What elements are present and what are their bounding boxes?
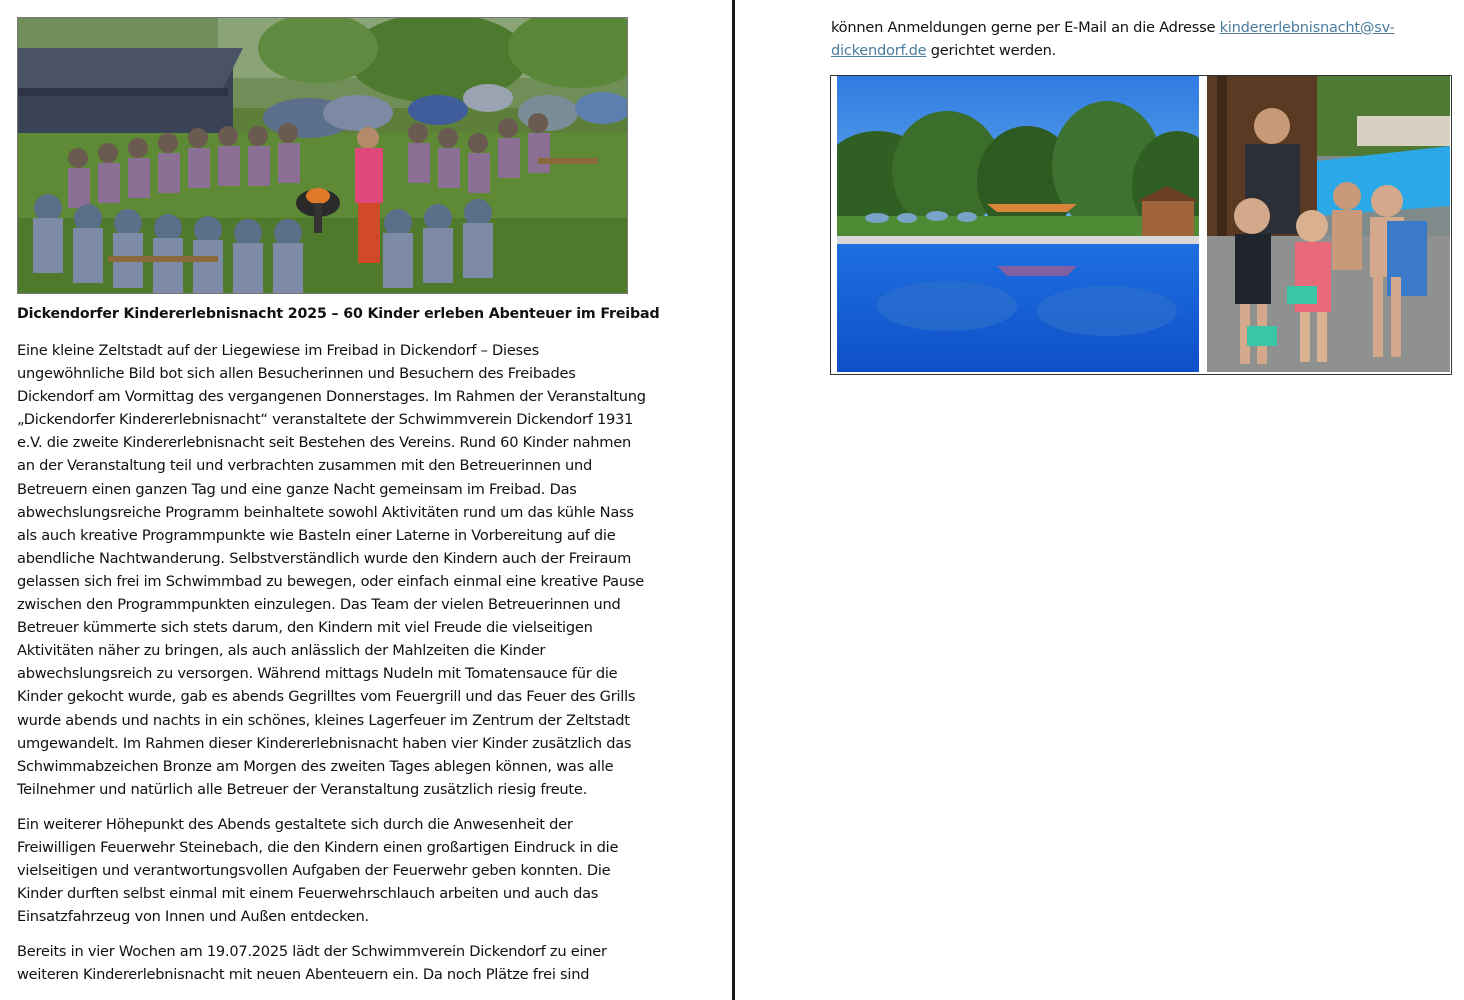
text-line: wurde abends und nachts in ein schönes, kleines Lagerfeuer im Zentrum der Zeltstadt	[17, 711, 630, 729]
text-line: Eine kleine Zeltstadt auf der Liegewiese im Freibad in Dickendorf – Dieses	[17, 342, 539, 359]
text-line: vielseitigen und verantwortungsvollen Aufgaben der Feuerwehr geben konnten. Die	[17, 862, 611, 880]
email-paragraph	[831, 16, 1395, 62]
text-line: Dickendorf am Vormittag des vergangenen Donnerstages. Im Rahmen der Veranstaltung	[17, 388, 646, 406]
text-line: abwechslungsreich zu versorgen. Während mittags Nudeln mit Tomatensauce für die	[17, 665, 618, 683]
kids-photo	[1207, 76, 1450, 372]
text-line: Ein weiterer Höhepunkt des Abends gestaltete sich durch die Anwesenheit der	[17, 816, 573, 833]
email-link-part-1[interactable]: kindererlebnisnacht@sv-	[1219, 19, 1395, 36]
campfire-photo-graphic	[18, 18, 627, 293]
document-page-right	[736, 0, 1464, 1000]
email-prefix-text: können Anmeldungen gerne per E-Mail an die Adresse	[831, 19, 1220, 36]
text-line: Aktivitäten näher zu bringen, als auch anlässlich der Mahlzeiten die Kinder	[17, 642, 546, 660]
page-divider	[732, 0, 735, 1000]
text-line: e.V. die zweite Kindererlebnisnacht seit Bestehen des Vereins. Rund 60 Kinder nahmen	[17, 434, 632, 452]
email-link-part-2[interactable]: dickendorf.de	[831, 42, 927, 59]
text-line: Kinder durften selbst einmal mit einem Feuerwehrschlauch arbeiten und auch das	[17, 885, 599, 903]
text-line: gelassen sich frei im Schwimmbad zu bewegen, oder einfach einmal eine kreative Pause	[17, 572, 644, 590]
kids-photo-graphic	[1207, 76, 1450, 372]
text-line: Betreuer kümmerte sich stets darum, den Kindern mit viel Freude die vielseitigen	[17, 619, 593, 637]
text-line: umgewandelt. Im Rahmen dieser Kindererlebnisnacht haben vier Kinder zusätzlich das	[17, 734, 632, 752]
text-line: abwechslungsreiche Programm beinhaltete sowohl Aktivitäten rund um das kühle Nass	[17, 503, 634, 521]
pool-photo-graphic	[837, 76, 1199, 372]
text-line: ungewöhnliche Bild bot sich allen Besucherinnen und Besuchern des Freibades	[17, 365, 576, 383]
text-line: Teilnehmer und natürlich alle Betreuer der Veranstaltung zusätzlich riesig freute.	[17, 780, 588, 798]
text-line	[831, 39, 1395, 62]
text-line: an der Veranstaltung teil und verbrachten zusammen mit den Betreuerinnen und	[17, 457, 593, 475]
article-headline: Dickendorfer Kindererlebnisnacht 2025 – 60 Kinder erleben Abenteuer im Freibad	[17, 306, 660, 322]
text-line: Schwimmabzeichen Bronze am Morgen des zweiten Tages ablegen können, was alle	[17, 757, 614, 775]
text-line: Kinder gekocht wurde, gab es abends Gegrilltes vom Feuergrill und das Feuer des Grills	[17, 688, 636, 706]
text-line: Einsatzfahrzeug von Innen und Außen entdecken.	[17, 908, 369, 926]
text-line: Freiwilligen Feuerwehr Steinebach, die den Kindern einen großartigen Eindruck in die	[17, 839, 619, 857]
pool-photo	[837, 76, 1199, 372]
article-paragraph-3	[17, 940, 607, 986]
text-line: als auch kreative Programmpunkte wie Basteln einer Laterne in Vorbereitung auf die	[17, 526, 616, 544]
text-line: „Dickendorfer Kindererlebnisnacht“ veranstaltete der Schwimmverein Dickendorf 1931	[17, 411, 634, 429]
text-line	[831, 16, 1395, 39]
text-line: Bereits in vier Wochen am 19.07.2025 lädt der Schwimmverein Dickendorf zu einer	[17, 943, 607, 960]
image-group	[830, 75, 1452, 375]
campfire-photo	[17, 17, 628, 294]
text-line: abendliche Nachtwanderung. Selbstverständlich wurde den Kindern auch der Freiraum	[17, 549, 632, 567]
text-line: zwischen den Programmpunkten einzulegen. Das Team der vielen Betreuerinnen und	[17, 596, 621, 614]
email-suffix-text: gerichtet werden.	[926, 42, 1056, 59]
article-paragraph-2	[17, 813, 618, 928]
text-line: Betreuern einen ganzen Tag und eine ganze Nacht gemeinsam im Freibad. Das	[17, 480, 577, 498]
article-paragraph-1	[17, 339, 646, 801]
text-line: weiteren Kindererlebnisnacht mit neuen Abenteuern ein. Da noch Plätze frei sind	[17, 966, 590, 984]
